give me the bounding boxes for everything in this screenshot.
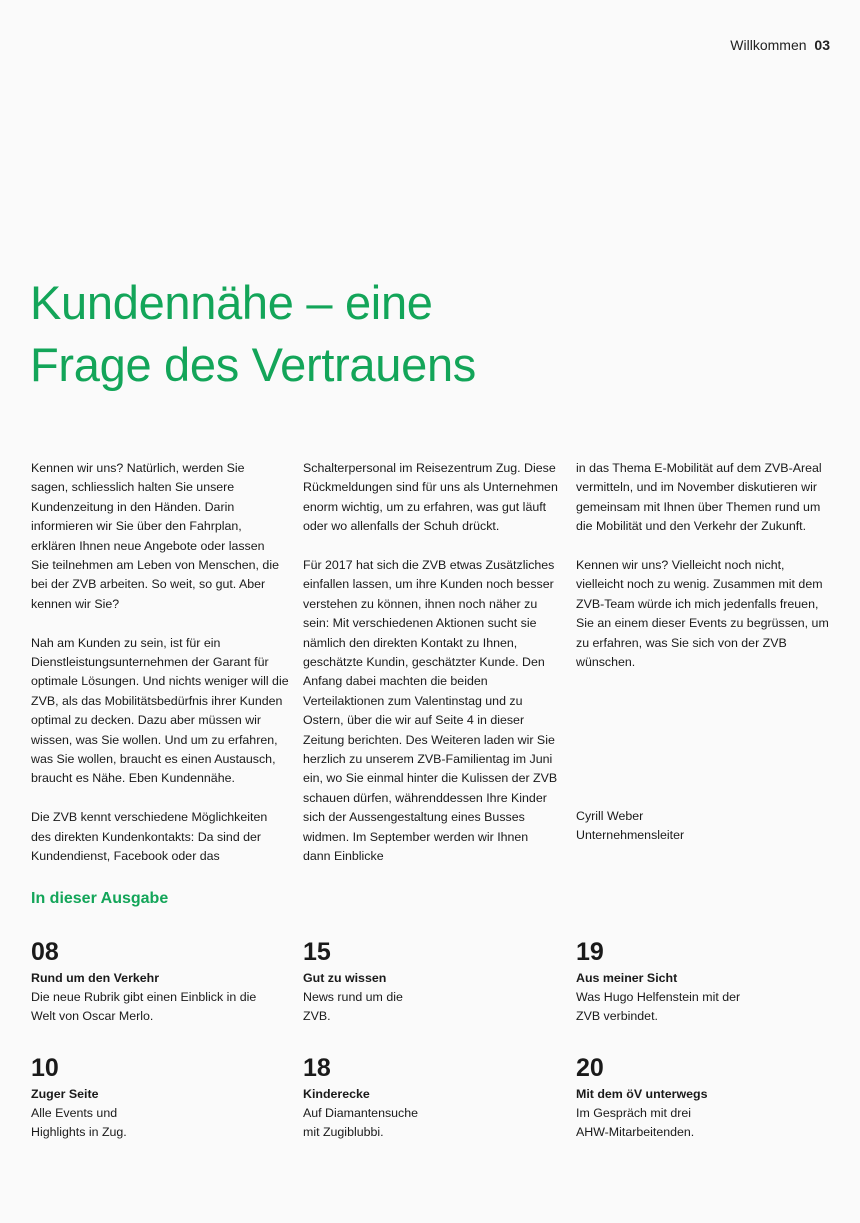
paragraph: Die ZVB kennt verschiedene Möglichkeiten des direkten Kundenkontakts: Da sind der Kundendienst, Facebook oder das [31,810,268,864]
toc-page-number: 15 [303,938,331,966]
paragraph: Kennen wir uns? Natürlich, werden Sie sagen, schliesslich halten Sie unsere Kundenzeitung in den Händen. Darin informieren wir Sie über den Fahrplan, erklären Ihnen neue Angebote oder lassen Sie teilnehmen am Leben von Menschen, die bei der ZVB arbeiten. So weit, so gut. Aber kennen wir Sie? [31,461,279,611]
section-label: Willkommen [730,37,807,53]
toc-page-number: 18 [303,1054,331,1082]
toc-title: Rund um den Verkehr [31,971,160,985]
toc-description: Auf Diamantensuche mit Zugiblubbi. [303,1106,419,1140]
toc-title: Kinderecke [303,1087,370,1101]
toc-title: Gut zu wissen [303,971,387,985]
toc-item[interactable] [31,1053,281,1143]
paragraph: Kennen wir uns? Vielleicht noch nicht, vielleicht noch zu wenig. Zusammen mit dem ZVB-Team würde ich mich jedenfalls freuen, Sie an einem dieser Events zu begrüssen, um zu erfahren, was Sie sich von der ZVB wünschen. [576,558,829,670]
paragraph: Nah am Kunden zu sein, ist für ein Dienstleistungsunternehmen der Garant für optimale Lösungen. Und nichts weniger will die ZVB, als das Mobilitätsbedürfnis ihrer Kunden optimal zu decken. Dazu aber müssen wir wissen, was Sie wollen. Und um zu erfahren, was Sie wollen, braucht es einen Austausch, braucht es Nähe. Eben Kundennähe. [31,635,289,786]
toc-description: News rund um die ZVB. [303,990,403,1024]
toc-item[interactable] [576,1053,826,1143]
toc-item[interactable] [303,1053,553,1143]
toc-page-number: 19 [576,938,604,966]
signature-role: Unternehmensleiter [576,828,685,843]
toc-title: Zuger Seite [31,1087,99,1101]
page-header [730,37,830,53]
toc-item[interactable] [576,937,826,1027]
page-title [30,272,476,396]
paragraph: Schalterpersonal im Reisezentrum Zug. Diese Rückmeldungen sind für uns als Unternehmen enorm wichtig, um zu erfahren, was gut läuft oder wo allenfalls der Schuh drückt. [303,461,558,534]
toc-page-number: 08 [31,938,59,966]
toc-title: Aus meiner Sicht [576,971,678,985]
signature [576,807,684,846]
issue-heading: In dieser Ausgabe [31,890,169,907]
article-column-1 [31,459,293,886]
paragraph: Für 2017 hat sich die ZVB etwas Zusätzliches einfallen lassen, um ihre Kunden noch besser verstehen zu können, ihnen noch näher zu sein: Mit verschiedenen Aktionen sucht sie nämlich den direkten Kontakt zu Ihnen, geschätzte Kundin, geschätzter Kunde. Den Anfang dabei machten die beiden Verteilaktionen zum Valentinstag und zu Ostern, über die wir auf Seite 4 in dieser Zeitung berichten. Des Weiteren laden wir Sie herzlich zu unserem ZVB-Familientag im Juni ein, wo Sie einmal hinter die Kulissen der ZVB schauen dürfen, währenddessen Ihre Kinder sich der Aussengestaltung eines Busses widmen. Im September werden wir Ihnen dann Einblicke [303,558,558,864]
title-line-1: Kundennähe – eine [30,276,433,329]
toc-description: Was Hugo Helfenstein mit der ZVB verbindet. [576,990,741,1024]
paragraph: in das Thema E-Mobilität auf dem ZVB-Areal vermitteln, und im November diskutieren wir gemeinsam mit Ihnen über Themen rund um die Mobilität und den Verkehr der Zukunft. [576,461,822,534]
toc-page-number: 20 [576,1054,604,1082]
signature-name: Cyrill Weber [576,809,644,823]
toc-item[interactable] [31,937,281,1027]
toc-description: Im Gespräch mit drei AHW-Mitarbeitenden. [576,1106,695,1140]
toc-title: Mit dem öV unterwegs [576,1087,708,1101]
toc-page-number: 10 [31,1054,59,1082]
toc-description: Die neue Rubrik gibt einen Einblick in die Welt von Oscar Merlo. [31,990,257,1024]
article-column-2 [303,459,565,886]
title-line-2: Frage des Vertrauens [30,338,476,391]
page-number: 03 [814,37,830,53]
article-column-3 [576,459,838,692]
toc-description: Alle Events und Highlights in Zug. [31,1106,127,1140]
toc-item[interactable] [303,937,553,1027]
